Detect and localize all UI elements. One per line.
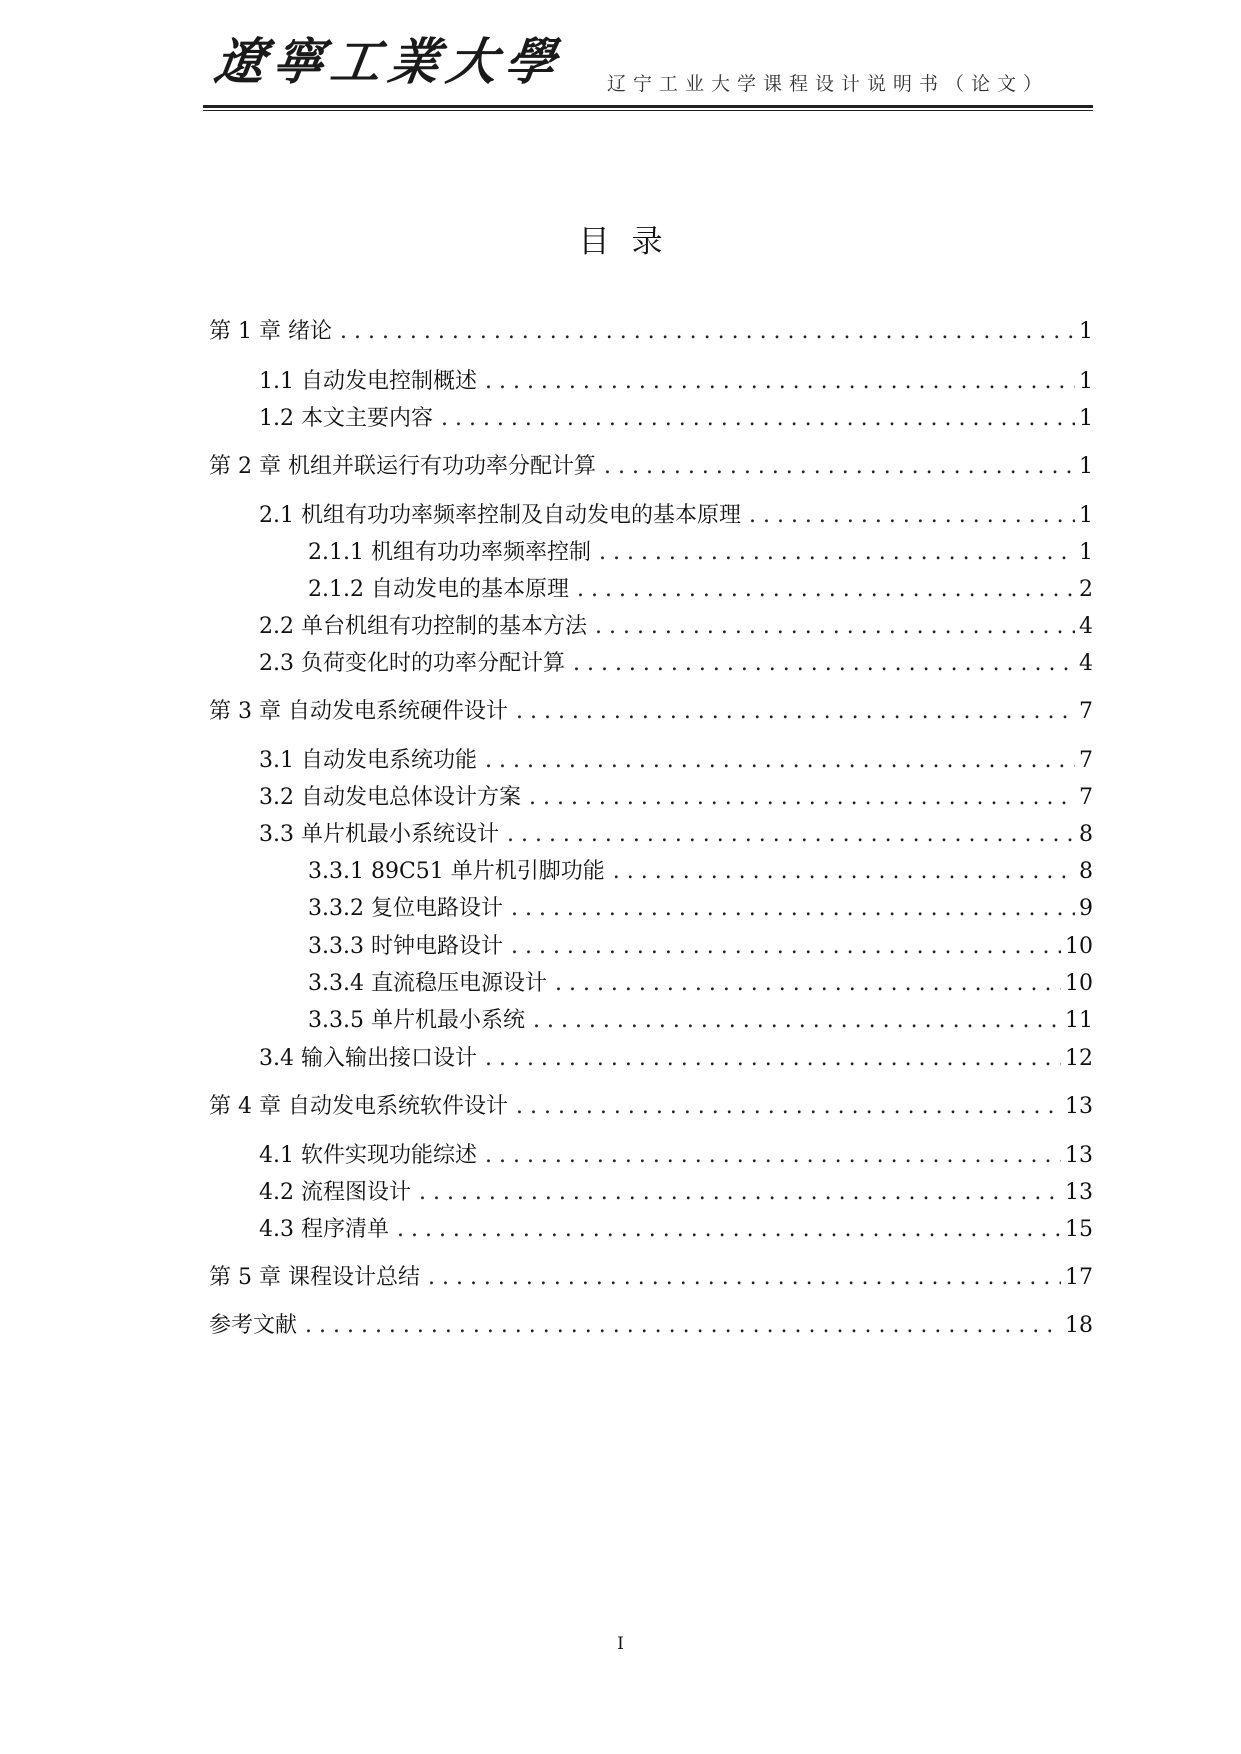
toc-dot-leader <box>305 1312 1061 1340</box>
toc-entry-page: 15 <box>1065 1217 1093 1242</box>
toc-entry[interactable] <box>209 1312 1093 1340</box>
toc-title: 目录 <box>578 224 685 260</box>
toc-entry[interactable] <box>308 858 1093 886</box>
toc-dot-leader <box>511 895 1075 923</box>
toc-entry-page: 1 <box>1079 369 1093 394</box>
toc-entry[interactable] <box>308 576 1093 604</box>
toc-entry-page: 17 <box>1065 1265 1093 1290</box>
toc-entry[interactable] <box>308 933 1093 961</box>
toc-entry-label: 4.3 程序清单 <box>259 1217 389 1242</box>
toc-dot-leader <box>511 933 1061 961</box>
toc-entry[interactable] <box>259 502 1093 530</box>
toc-entry-page: 10 <box>1065 971 1093 996</box>
toc-entry[interactable] <box>308 970 1093 998</box>
toc-entry-page: 8 <box>1079 822 1093 847</box>
page-header <box>203 24 1093 110</box>
toc-entry-label: 第 1 章 绪论 <box>209 319 332 344</box>
toc-entry-label: 3.3.2 复位电路设计 <box>308 896 503 921</box>
toc-entry-label: 3.3.5 单片机最小系统 <box>308 1008 525 1033</box>
toc-entry-page: 13 <box>1065 1180 1093 1205</box>
toc-entry-label: 参考文献 <box>209 1313 298 1338</box>
toc-dot-leader <box>485 1142 1061 1170</box>
toc-entry-page: 13 <box>1065 1094 1093 1119</box>
toc-entry[interactable] <box>209 1093 1093 1121</box>
toc-entry-label: 3.1 自动发电系统功能 <box>259 748 477 773</box>
toc-entry[interactable] <box>308 895 1093 923</box>
toc-entry-label: 4.2 流程图设计 <box>259 1180 411 1205</box>
toc-entry[interactable] <box>259 747 1093 775</box>
toc-entry[interactable] <box>259 650 1093 678</box>
toc-dot-leader <box>573 650 1075 678</box>
toc-entry-page: 1 <box>1079 503 1093 528</box>
toc-entry-page: 8 <box>1079 859 1093 884</box>
toc-dot-leader <box>599 539 1075 567</box>
toc-dot-leader <box>604 453 1075 481</box>
toc-entry-label: 4.1 软件实现功能综述 <box>259 1143 477 1168</box>
toc-entry[interactable] <box>259 1142 1093 1170</box>
toc-entry[interactable] <box>259 613 1093 641</box>
toc-entry-page: 4 <box>1079 651 1093 676</box>
toc-dot-leader <box>485 368 1075 396</box>
toc-entry[interactable] <box>259 368 1093 396</box>
toc-dot-leader <box>533 1007 1061 1035</box>
toc-entry-page: 18 <box>1065 1313 1093 1338</box>
toc-entry-page: 7 <box>1079 785 1093 810</box>
toc-dot-leader <box>749 502 1075 530</box>
toc-entry[interactable] <box>308 1007 1093 1035</box>
toc-entry-page: 10 <box>1065 934 1093 959</box>
toc-dot-leader <box>485 1045 1061 1073</box>
toc-entry[interactable] <box>259 784 1093 812</box>
toc-entry-label: 2.1.1 机组有功功率频率控制 <box>308 540 591 565</box>
toc-entry-label: 第 3 章 自动发电系统硬件设计 <box>209 699 508 724</box>
toc-entry[interactable] <box>259 405 1093 433</box>
toc-entry[interactable] <box>209 1264 1093 1292</box>
toc-dot-leader <box>613 858 1075 886</box>
toc-entry[interactable] <box>209 453 1093 481</box>
toc-entry-label: 3.3 单片机最小系统设计 <box>259 822 499 847</box>
toc-dot-leader <box>507 821 1075 849</box>
toc-entry-label: 3.3.1 89C51 单片机引脚功能 <box>308 859 605 884</box>
toc-dot-leader <box>340 318 1075 346</box>
toc-dot-leader <box>419 1179 1061 1207</box>
toc-entry-label: 第 2 章 机组并联运行有功功率分配计算 <box>209 454 596 479</box>
toc-entry-label: 2.2 单台机组有功控制的基本方法 <box>259 614 587 639</box>
toc-dot-leader <box>428 1264 1061 1292</box>
toc-entry[interactable] <box>308 539 1093 567</box>
toc-entry-page: 1 <box>1079 540 1093 565</box>
toc-dot-leader <box>516 1093 1061 1121</box>
toc-entry-label: 2.1 机组有功功率频率控制及自动发电的基本原理 <box>259 503 741 528</box>
toc-entry-page: 7 <box>1079 748 1093 773</box>
toc-entry-label: 2.3 负荷变化时的功率分配计算 <box>259 651 565 676</box>
toc-entry[interactable] <box>209 318 1093 346</box>
toc-dot-leader <box>529 784 1075 812</box>
toc-entry-label: 3.2 自动发电总体设计方案 <box>259 785 521 810</box>
toc-entry-label: 第 5 章 课程设计总结 <box>209 1265 420 1290</box>
toc-entry-page: 1 <box>1079 319 1093 344</box>
toc-entry-page: 11 <box>1065 1008 1093 1033</box>
toc-entry-label: 1.1 自动发电控制概述 <box>259 369 477 394</box>
header-title: 辽宁工业大学课程设计说明书（论文） <box>606 73 1049 95</box>
toc-entry-label: 第 4 章 自动发电系统软件设计 <box>209 1094 508 1119</box>
toc-entry-label: 1.2 本文主要内容 <box>259 406 433 431</box>
toc-dot-leader <box>397 1216 1061 1244</box>
toc-entry[interactable] <box>259 1216 1093 1244</box>
university-logo: 遼寧工業大學 <box>210 32 568 91</box>
toc-entry-label: 3.4 输入输出接口设计 <box>259 1046 477 1071</box>
toc-entry-label: 2.1.2 自动发电的基本原理 <box>308 577 569 602</box>
toc-dot-leader <box>516 698 1075 726</box>
toc-dot-leader <box>555 970 1061 998</box>
toc-entry-page: 12 <box>1065 1046 1093 1071</box>
toc-entry-page: 9 <box>1079 896 1093 921</box>
toc-entry[interactable] <box>259 1045 1093 1073</box>
toc-entry-page: 1 <box>1079 454 1093 479</box>
toc-entry-label: 3.3.4 直流稳压电源设计 <box>308 971 547 996</box>
header-rule-thick <box>203 105 1093 108</box>
toc-entry[interactable] <box>209 698 1093 726</box>
header-rule-thin <box>203 110 1093 111</box>
toc-entry-label: 3.3.3 时钟电路设计 <box>308 934 503 959</box>
toc-entry-page: 1 <box>1079 406 1093 431</box>
toc-entry[interactable] <box>259 1179 1093 1207</box>
toc-dot-leader <box>441 405 1075 433</box>
toc-entry-page: 13 <box>1065 1143 1093 1168</box>
toc-dot-leader <box>577 576 1075 604</box>
toc-dot-leader <box>485 747 1075 775</box>
toc-dot-leader <box>595 613 1075 641</box>
toc-entry-page: 2 <box>1079 577 1093 602</box>
toc-entry-page: 4 <box>1079 614 1093 639</box>
page-number: I <box>617 1634 624 1654</box>
toc-entry[interactable] <box>259 821 1093 849</box>
toc-entry-page: 7 <box>1079 699 1093 724</box>
